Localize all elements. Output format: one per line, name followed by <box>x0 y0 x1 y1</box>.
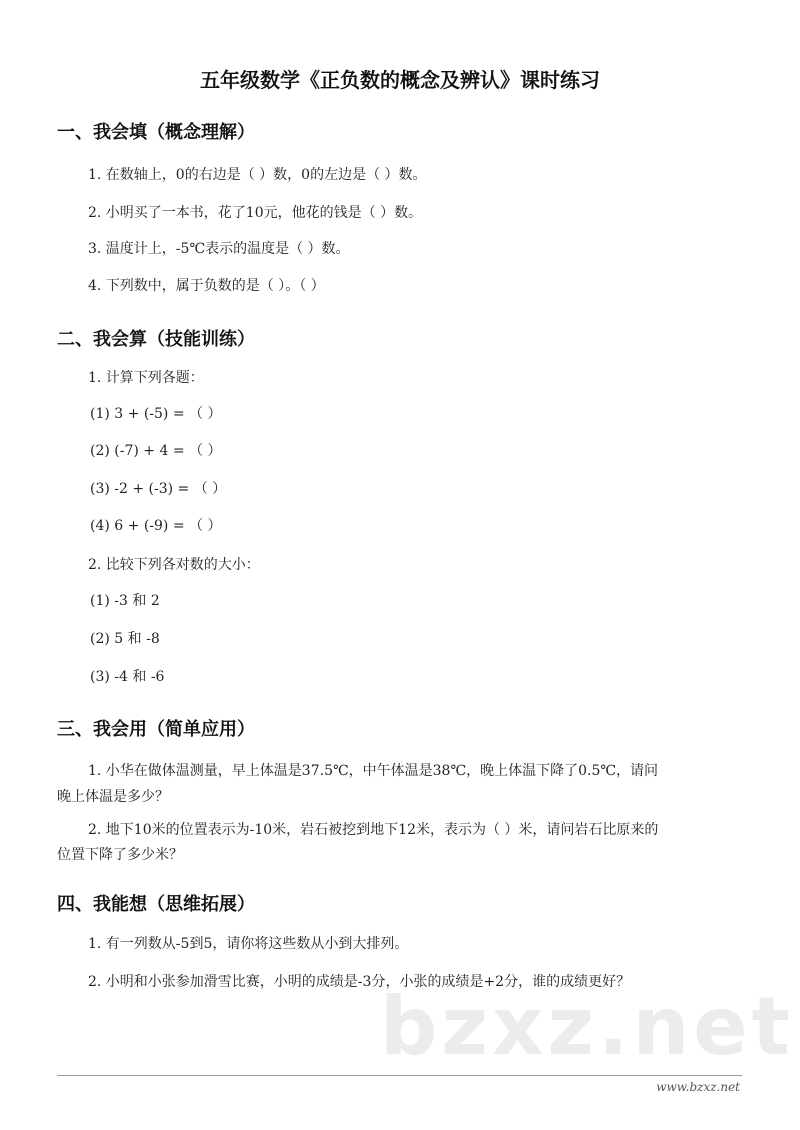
question: 1. 小华在做体温测量，早上体温是37.5℃，中午体温是38℃，晚上体温下降了0.5℃，请问 <box>88 763 659 779</box>
question: 2. 小明和小张参加滑雪比赛，小明的成绩是-3分，小张的成绩是+2分，谁的成绩更好？ <box>88 974 631 990</box>
question: 4. 下列数中，属于负数的是（ ）。（ ） <box>88 278 325 294</box>
question-continuation: 位置下降了多少米？ <box>57 847 183 863</box>
sub-question: (3) -2 + (-3) = （ ） <box>90 481 227 497</box>
section-heading-3: 三、我会用（简单应用） <box>57 719 255 740</box>
question: 1. 在数轴上，0的右边是（ ）数，0的左边是（ ）数。 <box>88 167 427 183</box>
section-heading-4: 四、我能想（思维拓展） <box>57 894 255 915</box>
question: 2. 比较下列各对数的大小： <box>88 557 260 573</box>
sub-question: (1) -3 和 2 <box>90 593 160 609</box>
sub-question: (1) 3 + (-5) = （ ） <box>90 406 222 422</box>
page-title: 五年级数学《正负数的概念及辨认》课时练习 <box>200 68 600 92</box>
section-heading-2: 二、我会算（技能训练） <box>57 329 255 350</box>
question: 1. 计算下列各题： <box>88 370 204 386</box>
footer-url: www.bzxz.net <box>656 1080 740 1094</box>
sub-question: (3) -4 和 -6 <box>90 669 165 685</box>
question: 1. 有一列数从-5到5，请你将这些数从小到大排列。 <box>88 936 409 952</box>
question: 2. 地下10米的位置表示为-10米，岩石被挖到地下12米，表示为（ ）米，请问岩石比原来的 <box>88 822 659 838</box>
footer-divider <box>57 1075 742 1076</box>
watermark: bzxz.net <box>380 980 794 1073</box>
sub-question: (4) 6 + (-9) = （ ） <box>90 518 222 534</box>
question-continuation: 晚上体温是多少？ <box>57 789 169 805</box>
question: 3. 温度计上，-5℃表示的温度是（ ）数。 <box>88 241 350 257</box>
section-heading-1: 一、我会填（概念理解） <box>57 122 255 143</box>
sub-question: (2) 5 和 -8 <box>90 631 160 647</box>
sub-question: (2) (-7) + 4 = （ ） <box>90 443 222 459</box>
question: 2. 小明买了一本书，花了10元，他花的钱是（ ）数。 <box>88 205 423 221</box>
